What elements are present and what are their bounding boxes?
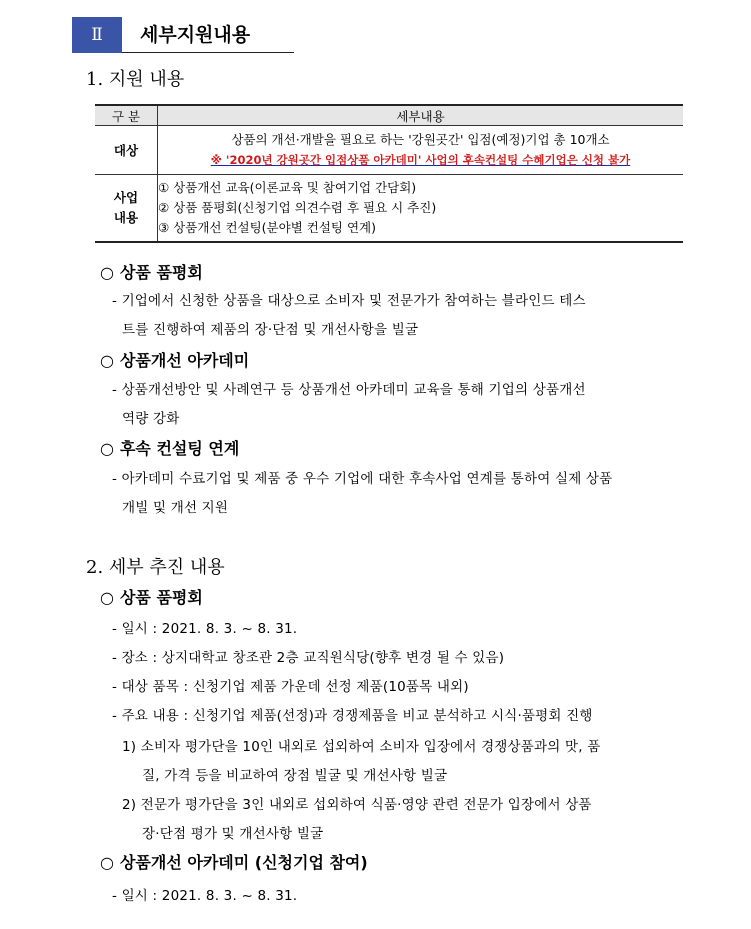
business-item: ③ 상품개선 컨설팅(분야별 컨설팅 연계) xyxy=(158,220,376,235)
section-number-badge: Ⅱ xyxy=(72,17,122,53)
table-row-target-label: 대상 xyxy=(95,126,158,175)
detail-date: - 일시 : 2021. 8. 3. ~ 8. 31. xyxy=(112,888,298,904)
table-header-detail: 세부내용 xyxy=(158,105,684,126)
target-exclusion-note: ※ '2020년 강원곳간 입점상품 아카데미' 사업의 후속컨설팅 수혜기업은 신청 불가 xyxy=(210,153,631,167)
item-line: 개빌 및 개선 지원 xyxy=(122,500,229,516)
item-title-text: 상품 품평회 xyxy=(119,588,203,607)
bullet-circle-icon: ○ xyxy=(100,439,114,458)
item-title-text: 상품개선 아카데미 xyxy=(119,351,250,370)
detail-date: - 일시 : 2021. 8. 3. ~ 8. 31. xyxy=(112,621,298,637)
item-title-text: 상품 품평회 xyxy=(119,263,203,282)
business-item: ① 상품개선 교육(이론교육 및 참여기업 간담회) xyxy=(158,180,417,195)
bullet-circle-icon: ○ xyxy=(100,853,114,872)
item-title-consulting xyxy=(100,436,239,459)
table-row-target xyxy=(95,126,683,175)
part1-heading: 1. 지원 내용 xyxy=(86,69,185,90)
item-line: - 아카데미 수료기업 및 제품 중 우수 기업에 대한 후속사업 연계를 통하여 실제 상품 xyxy=(112,471,613,487)
part2-heading: 2. 세부 추진 내용 xyxy=(86,557,225,578)
table-row-business-label xyxy=(95,175,158,243)
table-header-row xyxy=(95,105,683,126)
business-label-line1: 사업 xyxy=(113,190,139,205)
detail-location: - 장소 : 상지대학교 창조관 2층 교직원식당(향후 변경 될 수 있음) xyxy=(112,650,505,666)
bullet-circle-icon: ○ xyxy=(100,263,114,282)
item-title-tasting xyxy=(100,260,203,283)
part2-item-title-tasting xyxy=(100,585,203,608)
detail-products: - 대상 품목 : 신청기업 제품 가운데 선정 제품(10품목 내외) xyxy=(112,679,469,695)
part2-item-title-academy xyxy=(100,850,368,873)
item-line: - 상품개선방안 및 사례연구 등 상품개선 아카데미 교육을 통해 기업의 상품개선 xyxy=(112,382,586,398)
target-description: 상품의 개선·개발을 필요로 하는 '강원곳간' 입점(예정)기업 총 10개소 xyxy=(231,132,610,147)
business-label-line2: 내용 xyxy=(113,210,139,225)
table-row-target-content xyxy=(158,126,684,175)
support-table xyxy=(95,104,683,243)
table-row-business xyxy=(95,175,683,243)
detail-main-content: - 주요 내용 : 신청기업 제품(선정)과 경쟁제품을 비교 분석하고 시식·품평회 진행 xyxy=(112,708,593,724)
table-header-category: 구 분 xyxy=(95,105,158,126)
sub-item-consumer: 1) 소비자 평가단을 10인 내외로 섭외하여 소비자 입장에서 경쟁상품과의 맛, 품 xyxy=(122,739,601,755)
item-line: - 기업에서 신청한 상품을 대상으로 소비자 및 전문가가 참여하는 블라인드 테스 xyxy=(112,293,586,309)
sub-item-expert: 2) 전문가 평가단을 3인 내외로 섭외하여 식품·영양 관련 전문가 입장에서 상품 xyxy=(122,797,592,813)
table-row-business-content xyxy=(158,175,684,243)
item-title-text: 후속 컨설팅 연계 xyxy=(119,439,240,458)
sub-item-expert-cont: 장·단점 평가 및 개선사항 빌굴 xyxy=(142,826,324,842)
bullet-circle-icon: ○ xyxy=(100,351,114,370)
sub-item-consumer-cont: 질, 가격 등을 비교하여 장점 빌굴 및 개선사항 빌굴 xyxy=(142,768,448,784)
item-title-text: 상품개선 아카데미 (신청기업 참여) xyxy=(119,853,368,872)
bullet-circle-icon: ○ xyxy=(100,588,114,607)
section-title: 세부지원내용 xyxy=(140,24,251,46)
section-title-underline xyxy=(122,52,294,53)
item-line: 역량 강화 xyxy=(122,411,180,427)
business-item: ② 상품 품평회(신청기업 의견수렴 후 필요 시 추진) xyxy=(158,200,437,215)
item-line: 트를 진행하여 제품의 장·단점 및 개선사항을 빌굴 xyxy=(122,322,419,338)
item-title-academy xyxy=(100,348,249,371)
